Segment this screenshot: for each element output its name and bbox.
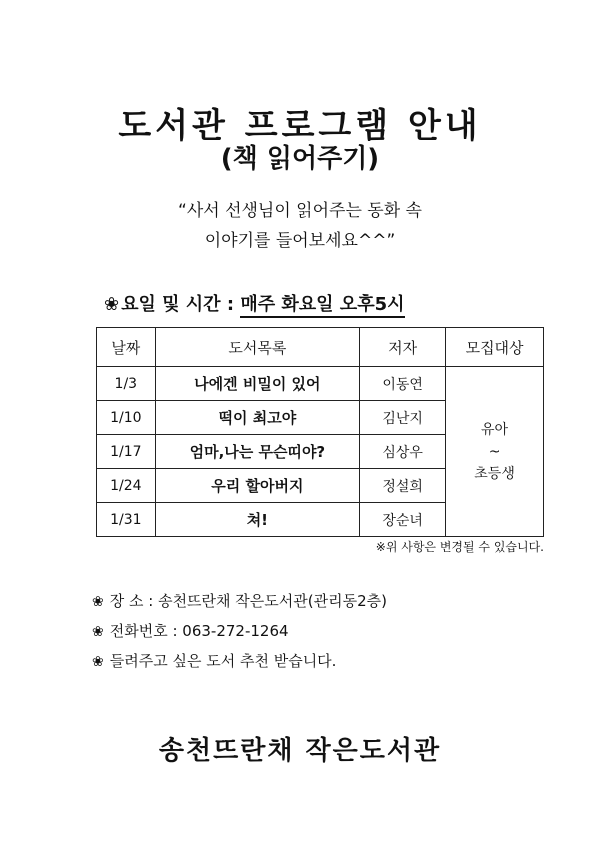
target-line-2: ~ [488,443,501,460]
info-request [92,650,336,671]
row-author: 정설희 [360,469,446,503]
schedule-line [104,290,405,316]
table-row [97,367,544,401]
quote-line-1: “사서 선생님이 읽어주는 동화 속 [178,201,422,221]
row-date: 1/3 [97,367,156,401]
header-author: 저자 [360,328,446,367]
row-book: 나에겐 비밀이 있어 [155,367,359,401]
program-table [96,327,544,537]
page-title: 도서관 프로그램 안내 [118,106,482,146]
library-name: 송천뜨란채 작은도서관 [158,736,442,766]
header-book-list: 도서목록 [155,328,359,367]
row-author: 김난지 [360,401,446,435]
header-target: 모집대상 [446,328,544,367]
page-subtitle: (책 읽어주기) [220,144,380,174]
header-date: 날짜 [97,328,156,367]
schedule-value: 매주 화요일 오후5시 [240,294,404,318]
info-phone [92,620,289,641]
flower-icon: ❀ [92,624,104,640]
info-phone-text: 전화번호 : 063-272-1264 [109,622,289,640]
table-header-row [97,328,544,367]
row-author: 이동연 [360,367,446,401]
row-author: 장순녀 [360,503,446,537]
row-date: 1/17 [97,435,156,469]
change-notice: ※위 사항은 변경될 수 있습니다. [375,540,544,554]
row-book: 우리 할아버지 [155,469,359,503]
row-book: 엄마,나는 무슨띠야? [155,435,359,469]
target-line-1: 유아 [481,421,509,438]
row-book: 떡이 최고야 [155,401,359,435]
info-place [92,590,387,611]
row-date: 1/10 [97,401,156,435]
row-date: 1/31 [97,503,156,537]
target-cell [446,367,544,537]
flower-icon: ❀ [104,294,120,315]
row-date: 1/24 [97,469,156,503]
info-request-text: 들려주고 싶은 도서 추천 받습니다. [109,652,337,670]
target-line-3: 초등생 [474,465,515,482]
schedule-label: 요일 및 시간 : [121,294,235,315]
info-place-text: 장 소 : 송천뜨란채 작은도서관(관리동2층) [109,592,387,610]
row-author: 심상우 [360,435,446,469]
row-book: 쳐! [155,503,359,537]
quote-line-2: 이야기를 들어보세요^^” [204,231,396,251]
flower-icon: ❀ [92,654,104,670]
flower-icon: ❀ [92,594,104,610]
